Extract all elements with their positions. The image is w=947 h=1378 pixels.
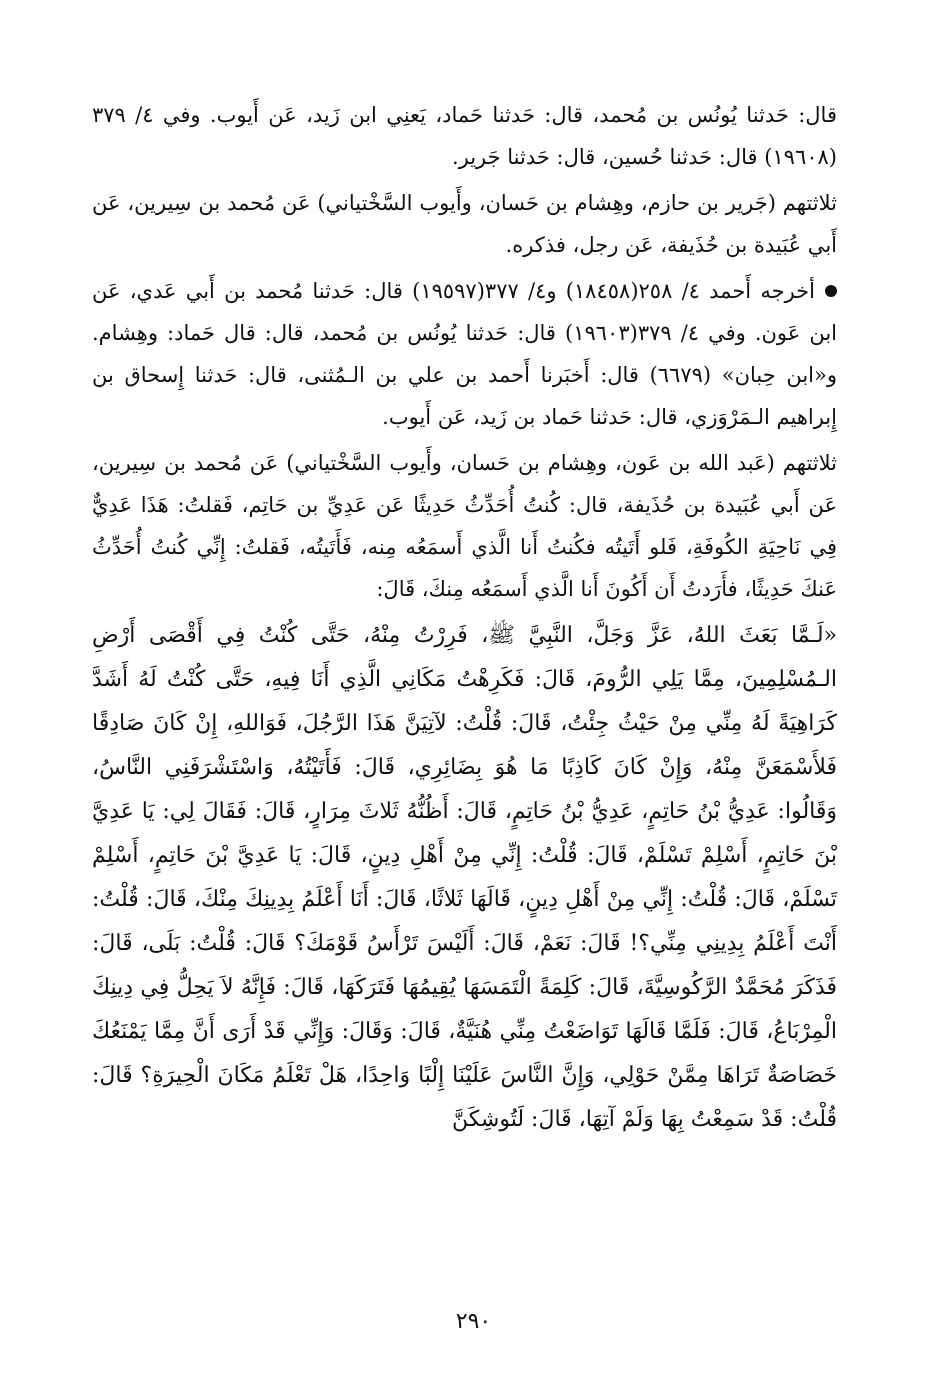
bullet-icon <box>825 285 837 297</box>
document-page <box>92 94 837 1318</box>
paragraph-takhrij <box>92 270 837 438</box>
paragraph-isnad-2: ثلاثتهم (جَرير بن حازم، وهِشام بن حَسان، وأَيوب السَّخْتياني) عَن مُحمد بن سِيرين، عَن أَبي عُبَيدة بن حُذَيفة، عَن رجل، فذكره. <box>92 191 837 257</box>
paragraph-hadith-text: «لَـمَّا بَعَثَ اللهُ، عَزَّ وَجَلَّ، النَّبِيَّ ﷺ، فَرِرْتُ مِنْهُ، حَتَّى كُنْتُ فِي أَقْصَى أَرْضِ الـمُسْلِمِينَ، مِمَّا يَلِي الرُّومَ، قَالَ: فَكَرِهْتُ مَكَانِي الَّذِي أَنَا فِيهِ، حَتَّى كُنْتُ لَهُ أَشَدَّ كَرَاهِيَةً لَهُ مِنِّي مِنْ حَيْثُ جِئْتُ، قَالَ: قُلْتُ: لآتِيَنَّ هَذَا الرَّجُلَ، فَوَاللهِ، إِنْ كَانَ صَادِقًا فَلأَسْمَعَنَّ مِنْهُ، وَإِنْ كَانَ كَاذِبًا مَا هُوَ بِضَائِرِي، قَالَ: فَأَتَيْتُهُ، وَاسْتَشْرَفَنِي النَّاسُ، وَقَالُوا: عَدِيُّ بْنُ حَاتِمٍ، عَدِيُّ بْنُ حَاتِمٍ، قَالَ: أَظُنُّهُ ثَلاثَ مِرَارٍ، قَالَ: فَقَالَ لِي: يَا عَدِيَّ بْنَ حَاتِمٍ، أَسْلِمْ تَسْلَمْ، قَالَ: قُلْتُ: إِنِّي مِنْ أَهْلِ دِينٍ، قَالَ: يَا عَدِيَّ بْنَ حَاتِمٍ، أَسْلِمْ تَسْلَمْ، قَالَ: قُلْتُ: إِنِّي مِنْ أَهْلِ دِينٍ، قَالَهَا ثَلاثًا، قَالَ: أَنَا أَعْلَمُ بِدِينِكَ مِنْكَ، قَالَ: قُلْتُ: أَنْتَ أَعْلَمُ بِدِينِي مِنِّي؟! قَالَ: نَعَمْ، قَالَ: أَلَيْسَ تَرْأَسُ قَوْمَكَ؟ قَالَ: قُلْتُ: بَلَى، قَالَ: فَذَكَرَ مُحَمَّدٌ الرَّكُوسِيَّةَ، قَالَ: كَلِمَةً الْتَمَسَهَا يُقِيمُهَا فَتَرَكَهَا، قَالَ: فَإِنَّهُ لاَ يَحِلُّ فِي دِينِكَ الْمِرْبَاعُ، قَالَ: فَلَمَّا قَالَهَا تَوَاضَعْتُ مِنِّي هُنَيَّةٌ، قَالَ: وَقَالَ: وَإِنِّي قَدْ أَرَى أَنَّ مِمَّا يَمْنَعُكَ خَصَاصَةٌ تَرَاهَا مِمَّنْ حَوْلِي، وَإِنَّ النَّاسَ عَلَيْنَا إِلْبًا وَاحِدًا، هَلْ تَعْلَمُ مَكَانَ الْحِيرَةِ؟ قَالَ: قُلْتُ: قَدْ سَمِعْتُ بِهَا وَلَمْ آتِهَا، قَالَ: لَتُوشِكَنَّ <box>92 623 837 1132</box>
paragraph-isnad-3: ثلاثتهم (عَبد الله بن عَون، وهِشام بن حَسان، وأَيوب السَّخْتياني) عَن مُحمد بن سِيرين، عَن أَبي عُبَيدة بن حُذَيفة، قال: كُنتُ أُحَدِّثُ حَدِيثًا عَن عَدِيِّ بن حَاتِم، فَقلتُ: هَذَا عَدِيٌّ فِي نَاحِيَةِ الكُوفَةِ، فَلو أَتَيتُه فكُنتُ أَنا الَّذي أَسمَعُه مِنه، فَأَتَيتُه، فَقلتُ: إِنِّي كُنتُ أُحَدِّثُ عَنكَ حَدِيثًا، فأَرَدتُ أَن أَكُونَ أَنا الَّذي أَسمَعُه مِنكَ، قَالَ: <box>92 451 838 601</box>
page-number: ٢٩٠ <box>455 1309 492 1334</box>
paragraph-isnad-1: قال: حَدثنا يُونُس بن مُحمد، قال: حَدثنا حَماد، يَعنِي ابن زَيد، عَن أَيوب. وفي ٤/ ٣٧٩ (١٩٦٠٨) قال: حَدثنا حُسين، قال: حَدثنا جَرير. <box>92 103 837 169</box>
paragraph-takhrij-text: أخرجه أَحمد ٤/ ٢٥٨(١٨٤٥٨) و٤/ ٣٧٧(١٩٥٩٧) قال: حَدثنا مُحمد بن أَبي عَدي، عَن ابن عَون. وفي ٤/ ٣٧٩(١٩٦٠٣) قال: حَدثنا يُونُس بن مُحمد، قال: قال حَماد: وهِشام. و«ابن حِبان» (٦٦٧٩) قال: أَخبَرنا أَحمد بن علي بن الـمُثنى، قال: حَدثنا إِسحاق بن إِبراهيم الـمَرْوَزي، قال: حَدثنا حَماد بن زَيد، عَن أَيوب. <box>92 279 837 429</box>
